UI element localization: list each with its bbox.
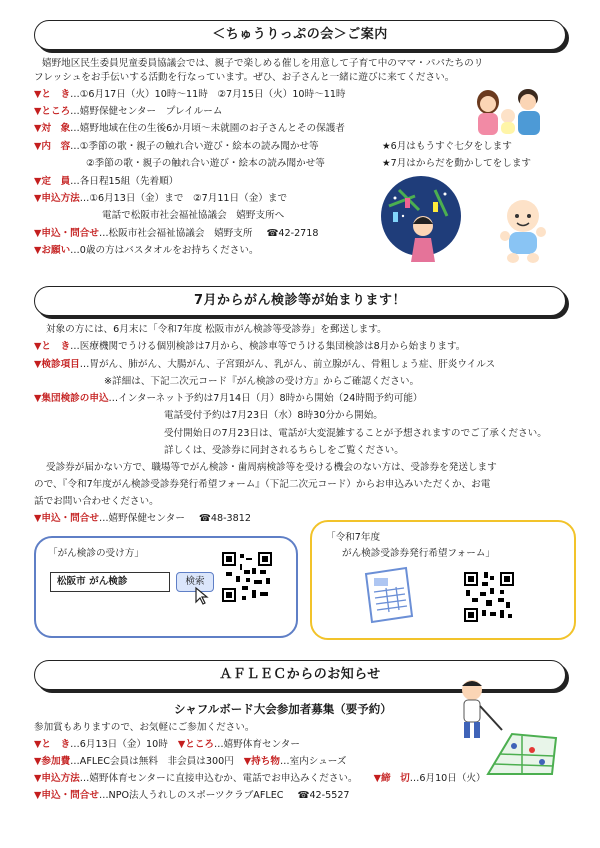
cancer-items-note: ※詳細は、下記二次元コード『がん検診の受け方』からご確認ください。 <box>104 376 420 387</box>
aflec-fee-row: ▼参加費…AFLEC会員は無料 非会員は300円 ▼持ち物…室内シューズ <box>34 756 347 767</box>
cancer-items-row: ▼検診項目…胃がん、肺がん、大腸がん、子宮頸がん、乳がん、前立腺がん、骨粗しょう症、肝炎ウイルス <box>34 359 496 370</box>
tanabata-illustration <box>375 176 467 262</box>
target-row: ▼対 象…嬉野地域在住の生後6か月頃～未就園のお子さんとその保護者 <box>34 123 345 134</box>
content-row-2: ②季節の歌・親子の触れ合い遊び・絵本の読み聞かせ等 <box>86 158 325 169</box>
aflec-contact-row: ▼申込・問合せ…NPO法人うれしのスポーツクラブAFLEC ☎42-5527 <box>34 790 350 801</box>
qr-code-icon[interactable] <box>464 572 514 622</box>
search-button[interactable]: 検索 <box>176 572 214 592</box>
intro-line-2: フレッシュをお手伝いする活動を行なっています。ぜひ、お子さんと一緒に遊びに来てください。 <box>34 72 455 83</box>
section-header-aflec: ＡＦＬＥＣからのお知らせ <box>34 660 566 690</box>
capacity-row: ▼定 員…各日程15組（先着順） <box>34 176 179 187</box>
apply-row: ▼申込方法…①6月13日（金）まで ②7月11日（金）まで <box>34 193 288 204</box>
content-note-1: ★6月はもうすぐ七夕をします <box>382 141 512 152</box>
cursor-icon <box>194 586 210 606</box>
content-row-1: ▼内 容…①季節の歌・親子の触れ合い遊び・絵本の読み聞かせ等 <box>34 141 319 152</box>
cancer-para-3: 話でお問い合わせください。 <box>34 496 159 507</box>
aflec-date-row: ▼と き…6月13日（金）10時 ▼ところ…嬉野体育センター <box>34 739 300 750</box>
voucher-form-box <box>310 520 576 640</box>
cancer-intro: 対象の方には、6月末に「令和7年度 松阪市がん検診等受診券」を郵送します。 <box>46 324 387 335</box>
aflec-apply-row: ▼申込方法…嬉野体育センターに直接申込むか、電話でお申込みください。 ▼締 切…6月10日（火） <box>34 773 486 784</box>
apply-row-2: 電話で松阪市社会福祉協議会 嬉野支所へ <box>102 210 285 221</box>
qr-code-icon[interactable] <box>222 552 272 602</box>
shuffleboard-title: シャフルボード大会参加者募集（要予約） <box>174 702 392 716</box>
family-illustration <box>466 86 556 138</box>
voucher-form-title-1: 「令和7年度 <box>326 532 381 543</box>
aflec-intro: 参加賞もありますので、お気軽にご参加ください。 <box>34 722 255 733</box>
cancer-time-row: ▼と き…医療機関でうける個別検診は7月から、検診車等でうける集団検診は8月から始まります。 <box>34 341 466 352</box>
intro-line-1: 嬉野地区民生委員児童委員協議会では、親子で楽しめる催しを用意して子育て中のママ・パパたちのリ <box>42 58 484 69</box>
request-row: ▼お願い…0歳の方はバスタオルをお持ちください。 <box>34 245 259 256</box>
place-row: ▼ところ…嬉野保健センター プレイルーム <box>34 106 223 117</box>
content-note-2: ★7月はからだを動かしてをします <box>382 158 532 169</box>
search-input[interactable]: 松阪市 がん検診 <box>50 572 170 592</box>
cancer-para-2: ので、『令和7年度がん検診受診券発行希望フォーム』（下記二次元コード）からお申込みいただくか、お電 <box>34 479 491 490</box>
contact-row: ▼申込・問合せ…松阪市社会福祉協議会 嬉野支所 ☎42-2718 <box>34 228 319 239</box>
section-header-tulip: ＜ちゅうりっぷの会＞ご案内 <box>34 20 566 50</box>
voucher-form-title-2: がん検診受診券発行希望フォーム」 <box>342 548 496 559</box>
cancer-contact-row: ▼申込・問合せ…嬉野保健センター ☎48-3812 <box>34 513 251 524</box>
date-row: ▼と き…①6月17日（火）10時～11時 ②7月15日（火）10時～11時 <box>34 89 346 100</box>
group-exam-note-2: 詳しくは、受診券に同封されるちらしをご覧ください。 <box>164 445 404 456</box>
group-exam-note-1: 受付開始日の7月23日は、電話が大変混雑することが予想されますのでご了承ください。 <box>164 428 547 439</box>
cancer-guide-title: 「がん検診の受け方」 <box>48 548 144 559</box>
baby-illustration <box>495 196 551 264</box>
group-exam-tel: 電話受付予約は7月23日（水）8時30分から開始。 <box>164 410 383 421</box>
cancer-guide-box <box>34 536 298 638</box>
section-header-cancer: 7月からがん検診等が始まります！ <box>34 286 566 316</box>
form-document-icon <box>356 566 418 626</box>
shuffleboard-illustration <box>452 676 558 776</box>
group-exam-row: ▼集団検診の申込…インターネット予約は7月14日（月）8時から開始（24時間予約可能） <box>34 393 423 404</box>
cancer-para-1: 受診券が届かない方で、職場等でがん検診・歯周病検診等を受ける機会のない方は、受診券を発送します <box>46 462 497 473</box>
